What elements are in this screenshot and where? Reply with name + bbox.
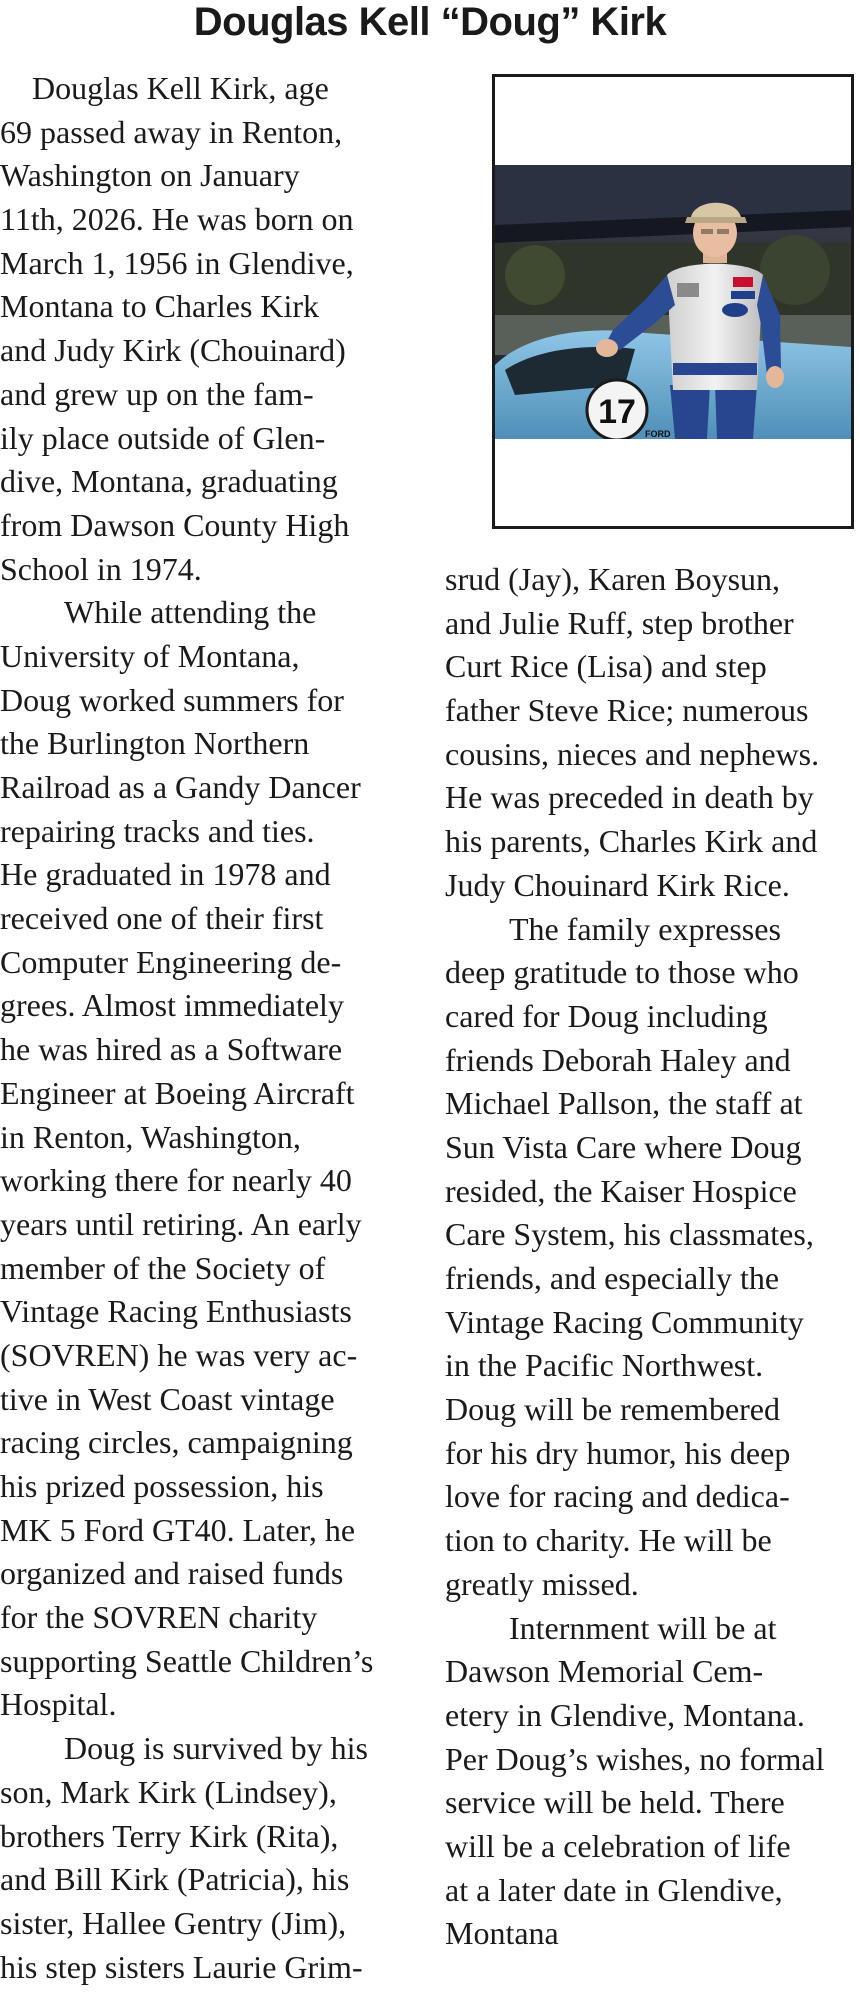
text-line: the Burlington Northern xyxy=(0,725,310,762)
text-line: (SOVREN) he was very ac- xyxy=(0,1336,358,1373)
text-line: working there for nearly 40 xyxy=(0,1162,352,1199)
text-line: Doug worked summers for xyxy=(0,681,344,718)
text-line: While attending the xyxy=(0,594,317,631)
text-line: March 1, 1956 in Glendive, xyxy=(0,244,354,281)
text-line: Doug is survived by his xyxy=(0,1730,368,1767)
text-line: and Bill Kirk (Patricia), his xyxy=(0,1861,350,1898)
text-line: Engineer at Boeing Aircraft xyxy=(0,1074,355,1111)
text-line: for his dry humor, his deep xyxy=(445,1434,791,1471)
text-line: tion to charity. He will be xyxy=(445,1522,772,1559)
text-line: Montana to Charles Kirk xyxy=(0,288,320,325)
text-line: supporting Seattle Children’s xyxy=(0,1642,374,1679)
text-line: Per Doug’s wishes, no formal xyxy=(445,1740,825,1777)
text-line: son, Mark Kirk (Lindsey), xyxy=(0,1773,337,1810)
text-line: Douglas Kell Kirk, age xyxy=(0,70,329,106)
right-text-column xyxy=(445,558,860,1956)
text-line: love for racing and dedica- xyxy=(445,1478,790,1515)
text-line: member of the Society of xyxy=(0,1249,326,1286)
text-line: tive in West Coast vintage xyxy=(0,1380,335,1417)
text-line: Washington on January xyxy=(0,157,300,194)
text-line: friends, and especially the xyxy=(445,1260,780,1296)
text-line: brothers Terry Kirk (Rita), xyxy=(0,1817,339,1854)
text-line: Dawson Memorial Cem- xyxy=(445,1653,764,1690)
text-line: MK 5 Ford GT40. Later, he xyxy=(0,1511,356,1548)
text-line: Judy Chouinard Kirk Rice. xyxy=(445,866,790,903)
text-line: Doug will be remembered xyxy=(445,1391,780,1428)
text-line: The family expresses xyxy=(445,910,781,947)
text-line: father Steve Rice; numerous xyxy=(445,692,809,729)
car-number: 17 xyxy=(598,393,636,431)
text-line: Railroad as a Gandy Dancer xyxy=(0,769,361,805)
text-line: resided, the Kaiser Hospice xyxy=(445,1172,797,1209)
text-line: service will be held. There xyxy=(445,1784,785,1821)
text-line: Vintage Racing Enthusiasts xyxy=(0,1293,352,1330)
text-line: his prized possession, his xyxy=(0,1468,324,1504)
text-line: He was preceded in death by xyxy=(445,779,814,816)
text-line: in Renton, Washington, xyxy=(0,1118,301,1155)
left-text-column xyxy=(0,67,440,1989)
text-line: he was hired as a Software xyxy=(0,1031,343,1068)
text-line: in the Pacific Northwest. xyxy=(445,1347,764,1384)
text-line: repairing tracks and ties. xyxy=(0,812,315,849)
text-line: will be a celebration of life xyxy=(445,1827,791,1864)
text-line: Internment will be at xyxy=(445,1609,777,1646)
text-line: grees. Almost immediately xyxy=(0,987,344,1024)
text-line: Vintage Racing Community xyxy=(445,1303,804,1340)
text-line: sister, Hallee Gentry (Jim), xyxy=(0,1904,347,1941)
text-line: He graduated in 1978 and xyxy=(0,856,331,893)
text-line: Montana xyxy=(445,1915,559,1952)
text-line: Curt Rice (Lisa) and step xyxy=(445,648,767,685)
text-line: dive, Montana, graduating xyxy=(0,463,338,500)
text-line: cared for Doug including xyxy=(445,997,768,1034)
text-line: his step sisters Laurie Grim- xyxy=(0,1948,363,1985)
text-line: Hospital. xyxy=(0,1686,117,1723)
text-line: Michael Pallson, the staff at xyxy=(445,1085,803,1122)
text-line: organized and raised funds xyxy=(0,1555,344,1592)
text-line: and Julie Ruff, step brother xyxy=(445,604,794,641)
text-line: srud (Jay), Karen Boysun, xyxy=(445,561,781,597)
text-line: and grew up on the fam- xyxy=(0,375,314,412)
text-line: at a later date in Glendive, xyxy=(445,1871,783,1908)
text-line: friends Deborah Haley and xyxy=(445,1041,791,1078)
text-line: years until retiring. An early xyxy=(0,1205,362,1242)
text-line: greatly missed. xyxy=(445,1565,639,1602)
text-line: ily place outside of Glen- xyxy=(0,419,326,456)
text-line: 11th, 2026. He was born on xyxy=(0,201,354,238)
text-line: received one of their first xyxy=(0,900,324,937)
text-line: Sun Vista Care where Doug xyxy=(445,1128,802,1165)
text-line: racing circles, campaigning xyxy=(0,1424,353,1461)
obituary-title: Douglas Kell “Doug” Kirk xyxy=(193,0,667,44)
text-line: etery in Glendive, Montana. xyxy=(445,1696,805,1733)
text-line: and Judy Kirk (Chouinard) xyxy=(0,332,346,369)
portrait-photo-frame xyxy=(492,74,854,529)
text-line: deep gratitude to those who xyxy=(445,954,799,991)
car-badge-text: FORD xyxy=(645,429,671,439)
text-line: Computer Engineering de- xyxy=(0,943,342,980)
text-line: 69 passed away in Renton, xyxy=(0,113,343,150)
text-line: University of Montana, xyxy=(0,637,300,674)
portrait-photo xyxy=(495,165,851,439)
text-line: his parents, Charles Kirk and xyxy=(445,823,818,860)
text-line: Care System, his classmates, xyxy=(445,1216,814,1253)
text-line: from Dawson County High xyxy=(0,506,350,543)
text-line: cousins, nieces and nephews. xyxy=(445,735,820,772)
text-line: School in 1974. xyxy=(0,550,202,587)
text-line: for the SOVREN charity xyxy=(0,1599,318,1636)
